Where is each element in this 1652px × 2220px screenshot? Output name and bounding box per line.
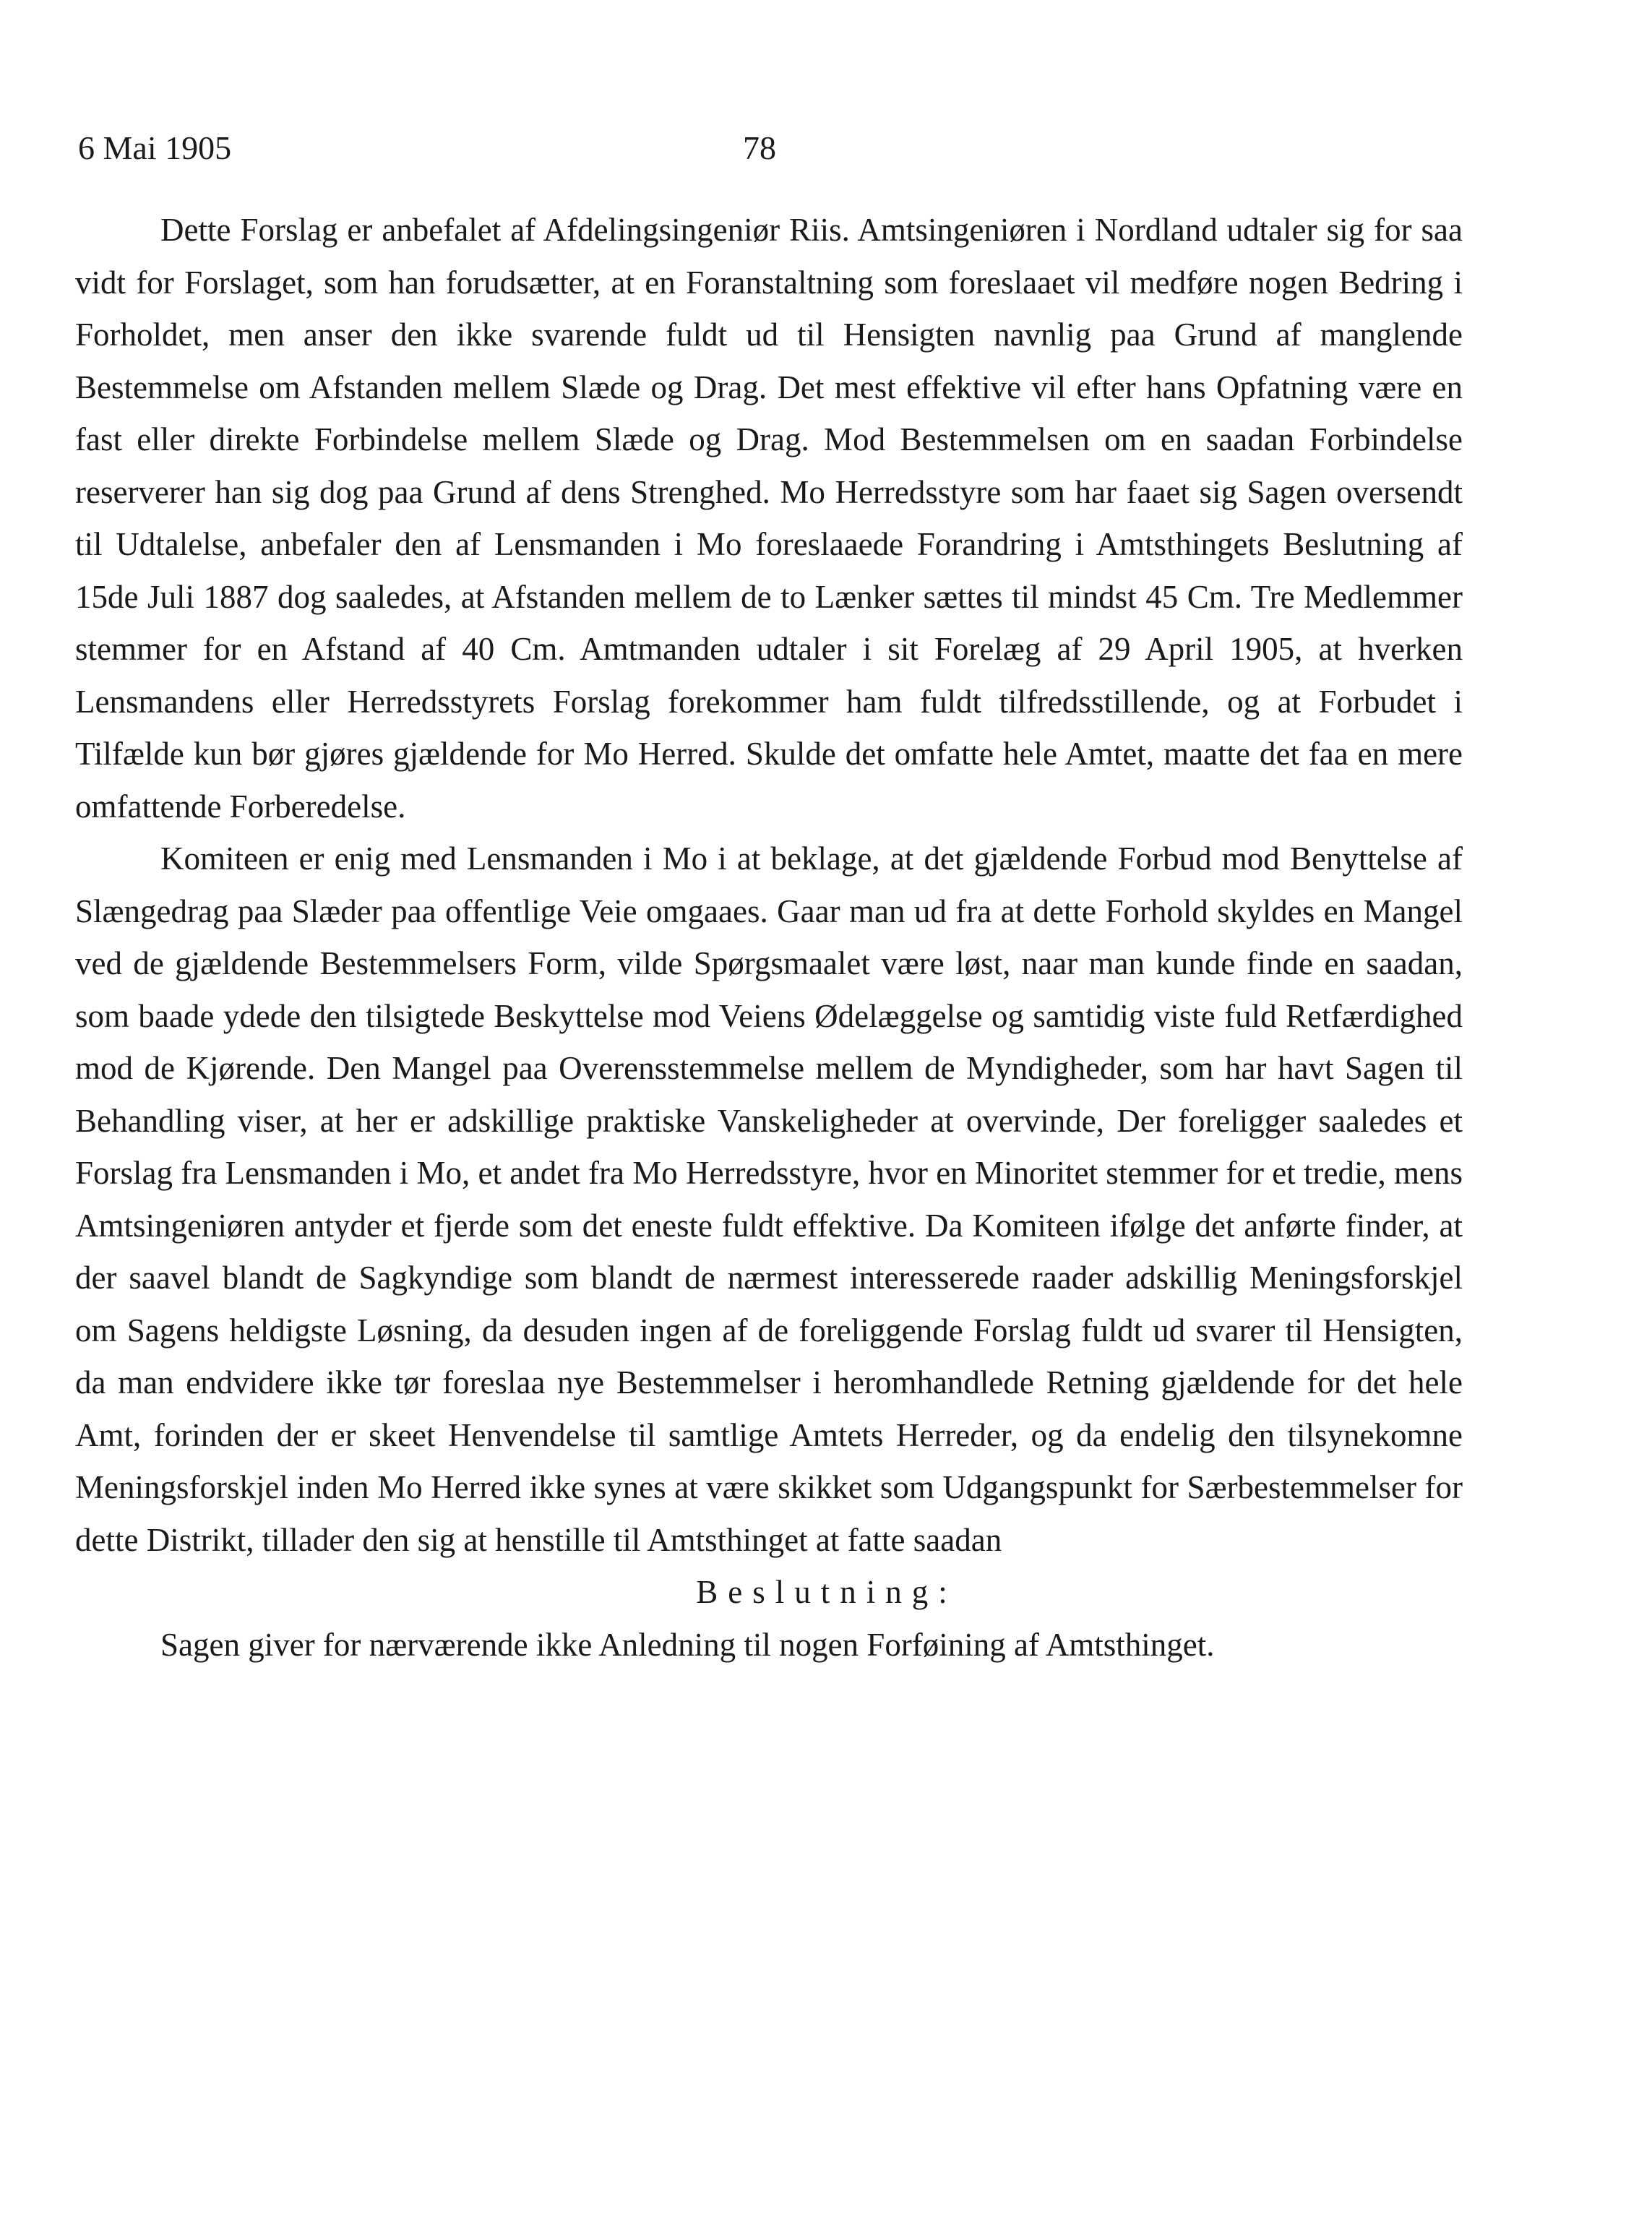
page-header <box>78 123 1523 173</box>
paragraph-2: Komiteen er enig med Lensmanden i Mo i at beklage, at det gjældende Forbud mod Benyttelse af Slængedrag paa Slæder paa offentlige Veie omgaaes. Gaar man ud fra at dette Forhold skyldes en Mangel ved de gjældende Bestemmelsers Form, vilde Spørgsmaalet være løst, naar man kunde finde en saadan, som baade ydede den tilsigtede Beskyttelse mod Veiens Ødelæggelse og samtidig viste fuld Retfærdighed mod de Kjørende. Den Mangel paa Overensstemmelse mellem de Myndigheder, som har havt Sagen til Behandling viser, at her er adskillige praktiske Vanskeligheder at overvinde, Der foreligger saaledes et Forslag fra Lensmanden i Mo, et andet fra Mo Herredsstyre, hvor en Minoritet stemmer for et tredie, mens Amtsingeniøren antyder et fjerde som det eneste fuldt effektive. Da Komiteen ifølge det anførte finder, at der saavel blandt de Sagkyndige som blandt de nærmest interesserede raader adskillig Meningsforskjel om Sagens heldigste Løsning, da desuden ingen af de foreliggende Forslag fuldt ud svarer til Hensigten, da man endvidere ikke tør foreslaa nye Bestemmelser i heromhandlede Retning gjældende for det hele Amt, forinden der er skeet Henvendelse til samtlige Amtets Herreder, og da endelig den tilsynekomne Meningsforskjel inden Mo Herred ikke synes at være skikket som Udgangspunkt for Særbestemmelser for dette Distrikt, tillader den sig at henstille til Amtsthinget at fatte saadan <box>75 840 1463 1558</box>
header-date: 6 Mai 1905 <box>78 129 232 166</box>
body-text <box>75 204 1463 1671</box>
resolution-text: Sagen giver for nærværende ikke Anledning til nogen Forføining af Amtsthinget. <box>160 1626 1215 1663</box>
page-number: 78 <box>743 129 776 166</box>
resolution-heading: Beslutning: <box>696 1574 958 1610</box>
paragraph-1: Dette Forslag er anbefalet af Afdelingsingeniør Riis. Amtsingeniøren i Nordland udtaler sig for saa vidt for Forslaget, som han forudsætter, at en Foranstaltning som foreslaaet vil medføre nogen Bedring i Forholdet, men anser den ikke svarende fuldt ud til Hensigten navnlig paa Grund af manglende Bestemmelse om Afstanden mellem Slæde og Drag. Det mest effektive vil efter hans Opfatning være en fast eller direkte Forbindelse mellem Slæde og Drag. Mod Bestemmelsen om en saadan Forbindelse reserverer han sig dog paa Grund af dens Strenghed. Mo Herredsstyre som har faaet sig Sagen oversendt til Udtalelse, anbefaler den af Lensmanden i Mo foreslaaede Forandring i Amtsthingets Beslutning af 15de Juli 1887 dog saaledes, at Afstanden mellem de to Lænker sættes til mindst 45 Cm. Tre Medlemmer stemmer for en Afstand af 40 Cm. Amtmanden udtaler i sit Forelæg af 29 April 1905, at hverken Lensmandens eller Herredsstyrets Forslag forekommer ham fuldt tilfredsstillende, og at Forbudet i Tilfælde kun bør gjøres gjældende for Mo Herred. Skulde det omfatte hele Amtet, maatte det faa en mere omfattende Forberedelse. <box>75 212 1463 825</box>
